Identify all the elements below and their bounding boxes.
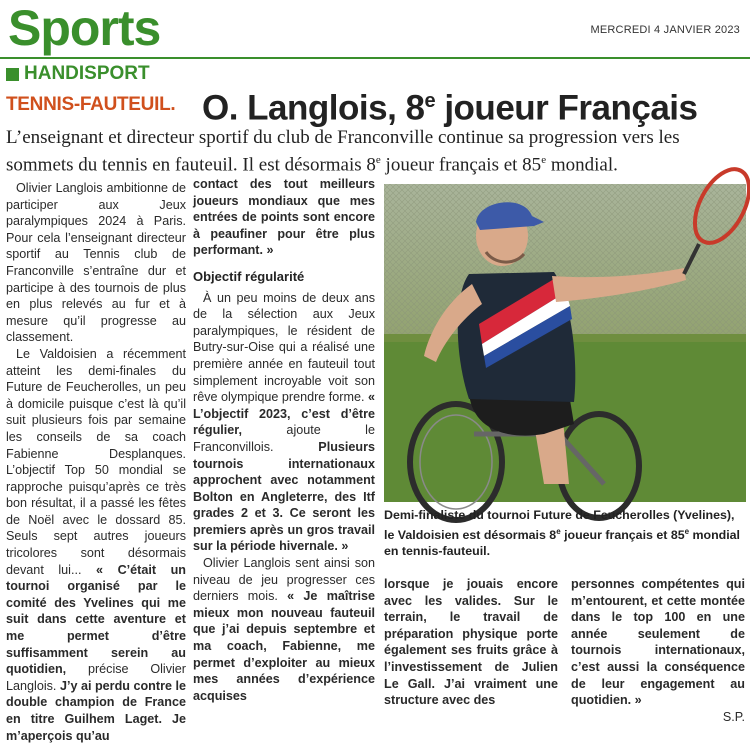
article-column-3 [384,576,558,709]
paragraph: Le Valdoisien a récemment atteint les demi-finales du Future de Feucherolles, un peu à domicile puisque c’est là qu’il suit plusieurs fois par semaine les conseils de sa coach Fabienne Desplanques. L’objectif Top 50 mondial se rapproche puisqu’après ce très bon résultat, il a passé les fêtes de Noël avec le dossard 85. Seuls sept autres joueurs tricolores sont désormais devant lui... « C’était un tournoi organisé par le comité des Yvelines qui me suit dans cette aventure et me permet d’être suffisamment serein au quotidien, précise Olivier Langlois. J’y ai perdu contre le double champion de France en titre Guilhem Laget. Je m’aperçois qu’au [6,346,186,743]
paragraph: personnes compétentes qui m’entourent, et cette montée dans le top 100 en une année seulement de tournois internationaux, c’est aussi la conséquence de leur engagement au quotidien. » [571,577,745,708]
paragraph: lorsque je jouais encore avec les valides. Sur le terrain, le travail de préparation physique porte également ses fruits grâce à l’investissement de Julien Le Gall. J’ai vraiment une structure avec des [384,577,558,708]
rubric [6,63,150,85]
article-kicker: TENNIS-FAUTEUIL. [6,94,176,115]
issue-date: MERCREDI 4 JANVIER 2023 [590,24,740,36]
paragraph: Olivier Langlois sent ainsi son niveau de jeu progresser ces derniers mois. « Je maîtrise mieux mon nouveau fauteuil que j’ai depuis septembre et ma coach, Fabienne, me permet d’exploiter au mieux mes années d’expérience acquises [193,556,376,703]
article-photo [384,184,746,502]
paragraph: À un peu moins de deux ans de la sélection aux Jeux paralympiques, le résident de Butry-sur-Oise qui a réalisé une première année en fauteuil tout simplement incroyable voit son rêve olympique prendre forme. « L’objectif 2023, c’est d’être régulier, ajoute le Franconvillois. Plusieurs tournois internationaux approchent avec notamment Bolton en Angleterre, des Itf grades 2 et 3. Ce seront les premiers après un gros travail sur la période hivernale. » [193,290,376,554]
tennis-player-photo [384,184,746,502]
paragraph: Olivier Langlois ambitionne de participer aux Jeux paralympiques 2024 à Paris. Pour cela l’enseignant directeur sportif au Tennis club de Franconville s’entraîne dur et participe à des tournois de plus en plus relevés au fur et à mesure qu’il progresse au classement. [6,181,186,345]
article-headline: O. Langlois, 8e joueur Français [202,88,698,128]
author-signature: S.P. [722,709,745,724]
section-rule [0,57,750,59]
subheading: Objectif régularité [193,268,305,284]
rubric-label: HANDISPORT [24,63,150,84]
paragraph: contact des tout meilleurs joueurs mondiaux que mes entrées de points sont encore à peaufiner pour être plus performant. » [193,177,375,258]
article-column-2 [193,176,375,704]
rubric-square [6,68,19,81]
section-title: Sports [8,0,161,56]
article-lead: L’enseignant et directeur sportif du club de Franconville continue sa progression vers les sommets du tennis en fauteuil. Il est désormais 8e joueur français et 85e mondial. [6,127,680,176]
photo-caption: Demi-finaliste du tournoi Future de Feucherolles (Yvelines), le Valdoisien est désormais 8e joueur français et 85e mondial en tennis-fauteuil. [384,508,741,559]
article-column-4 [571,576,745,725]
article-column-1 [6,180,186,744]
